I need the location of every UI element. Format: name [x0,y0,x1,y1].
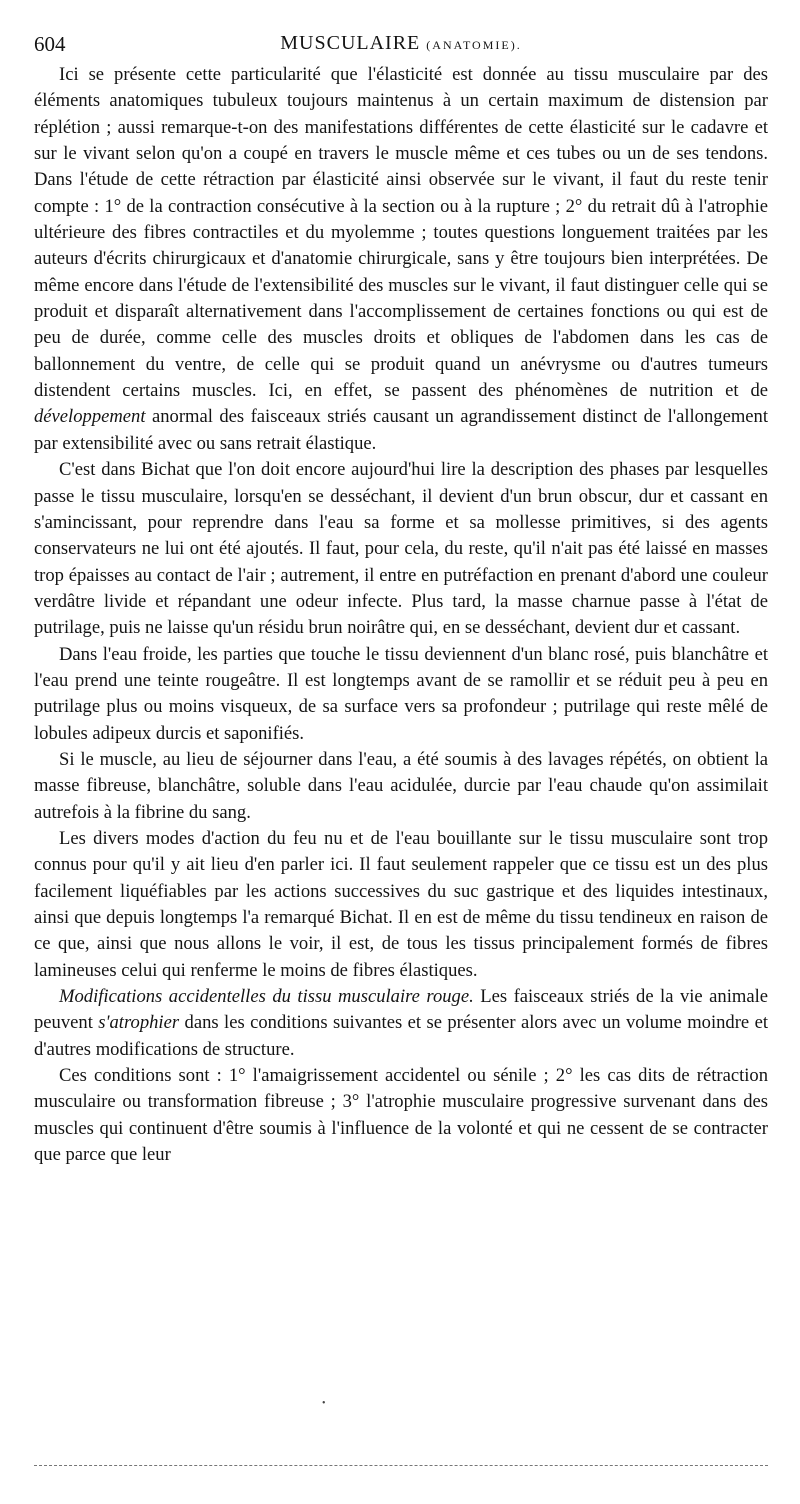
header-title-main: MUSCULAIRE [280,32,421,54]
paragraph-7: Ces conditions sont : 1° l'amaigrissement accidentel ou sénile ; 2° les cas dits de rétraction musculaire ou transformation fibreuse ; 3° l'atrophie musculaire progressive survenant dans des muscles qui continuent d'être soumis à l'influence de la volonté et qui ne cessent de se contracter que parce que leur [34,1065,768,1166]
paragraph-6-emphasis: s'atrophier [98,1012,180,1034]
paragraph-4: Si le muscle, au lieu de séjourner dans l'eau, a été soumis à des lavages répétés, on obtient la masse fibreuse, blanchâtre, soluble dans l'eau acidulée, durcie par l'eau chaude qu'on assimilait autrefois à la fibrine du sang. [34,748,768,823]
paragraph-1-emphasis: développement [34,406,146,428]
paragraph-6-text-a: Les faisceaux striés de la vie animale peuvent [34,986,769,1034]
paragraph-2: C'est dans Bichat que l'on doit encore aujourd'hui lire la description des phases par lesquelles passe le tissu musculaire, lorsqu'en se desséchant, il devient d'un brun obscur, dur et cassant en s'amincissant, pour reprendre dans l'eau sa forme et sa mollesse primitives, si des agents conservateurs ne lui ont été ajoutés. Il faut, pour cela, du reste, qu'il n'ait pas été laissé en masses trop épaisses au contact de l'air ; autrement, il entre en putréfaction en prenant d'abord une couleur verdâtre livide et répandant une odeur infecte. Plus tard, la masse charnue passe à l'état de putrilage, puis ne laisse qu'un résidu brun noirâtre qui, en se desséchant, devient dur et cassant. [34,459,768,639]
section-heading: Modifications accidentelles du tissu musculaire rouge. [59,986,474,1008]
header-title [34,32,768,55]
paragraph-1 [34,62,768,457]
footer-mark: • [322,1398,326,1409]
book-page [34,26,768,1168]
paragraph-6 [34,984,768,1063]
paragraph-3: Dans l'eau froide, les parties que touche le tissu deviennent d'un blanc rosé, puis blanchâtre et l'eau prend une teinte rougeâtre. Il est longtemps avant de se ramollir et se réduit peu à peu en putrilage plus ou moins visqueux, de sa surface vers sa profondeur ; putrilage qui reste mêlé de lobules adipeux durcis et saponifiés. [34,643,768,744]
page-number: 604 [34,32,66,56]
paragraph-1-end: anormal des faisceaux striés causant un agrandissement distinct de l'allongement par extensibilité avec ou sans retrait élastique. [34,406,768,454]
paragraph-1-text: Ici se présente cette particularité que l'élasticité est donnée au tissu musculaire par des éléments anatomiques tubuleux toujours maintenus à un certain maximum de distension par réplétion ; aussi remarque-t-on des manifestations différentes de cette élasticité sur le cadavre et sur le vivant selon qu'on a coupé en travers le muscle même et ces tubes ou un de ses tendons. Dans l'étude de cette rétraction par élasticité ainsi observée sur le vivant, il faut du reste tenir compte : 1° de la contraction consécutive à la section ou à la rupture ; 2° du retrait dû à l'atrophie ultérieure des fibres contractiles et du myolemme ; toutes questions longuement traitées par les auteurs d'écrits chirurgicaux et d'anatomie chirurgicale, sans y être toujours bien interprétées. De même encore dans l'étude de l'extensibilité des muscles sur le vivant, il faut distinguer celle qui se produit et disparaît alternativement dans l'accomplissement de certaines fonctions ou qui est de peu de durée, comme celle des muscles droits et obliques de l'abdomen dans les cas de ballonnement du ventre, de celle qui se produit quand un anévrysme ou d'autres tumeurs distendent certains muscles. Ici, en effet, se passent des phénomènes de nutrition et de [34,64,768,402]
paragraph-5: Les divers modes d'action du feu nu et de l'eau bouillante sur le tissu musculaire sont trop connus pour qu'il y ait lieu d'en parler ici. Il faut seulement rappeler que ce tissu est un des plus facilement liquéfiables par les actions successives du suc gastrique et des liquides intestinaux, ainsi que depuis longtemps l'a remarqué Bichat. Il en est de même du tissu tendineux en raison de ce que, ainsi que nous allons le voir, il est, de tous les tissus principalement formés de fibres lamineuses celui qui renferme le moins de fibres élastiques. [34,827,768,981]
body-text [34,62,768,1168]
header-subtitle: (ANATOMIE). [426,38,522,52]
running-head [34,26,768,62]
paragraph-6-text-b: dans les conditions suivantes et se présenter alors avec un volume moindre et d'autres modifications de structure. [34,1012,769,1060]
footer-rule [34,1465,768,1466]
